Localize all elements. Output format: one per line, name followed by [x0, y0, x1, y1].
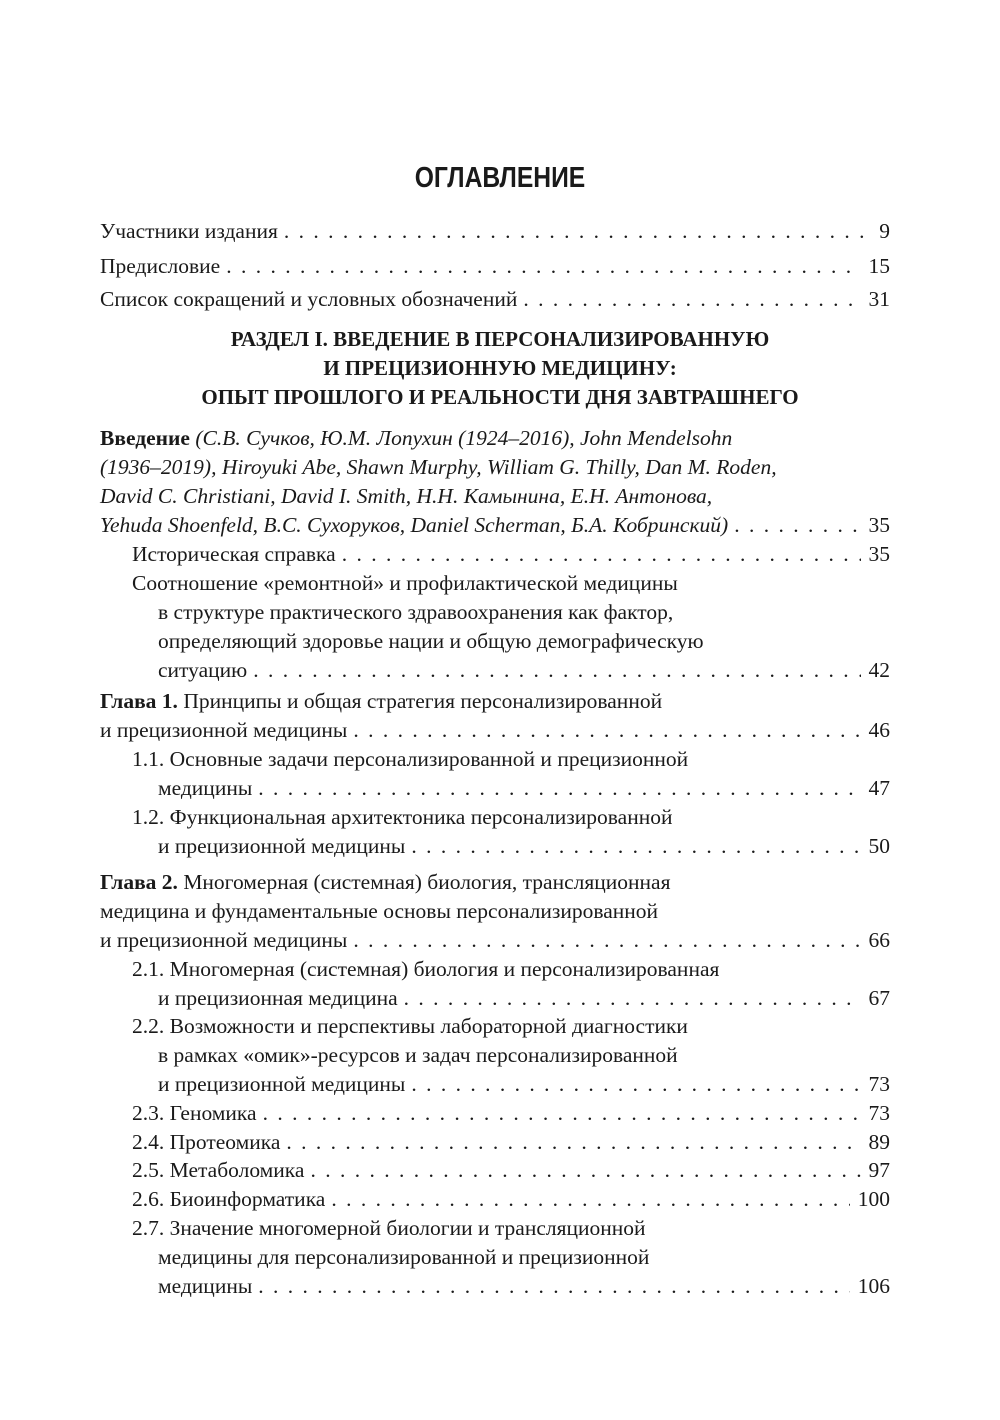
toc-entry-2-1-last	[158, 984, 890, 1013]
entry-text: и прецизионной медицины	[158, 834, 406, 858]
toc-entry-chapter-1[interactable]	[100, 687, 890, 716]
entry-text: 1.2. Функциональная архитектоника персонализированной	[132, 805, 673, 829]
toc-entry-introduction-cont	[100, 482, 890, 511]
toc-entry-preface[interactable]	[100, 252, 890, 281]
entry-authors: (С.В. Сучков, Ю.М. Лопухин (1924–2016), John Mendelsohn	[195, 426, 733, 450]
page-number: 97	[868, 1158, 890, 1182]
entry-lead: Глава 2.	[100, 870, 178, 894]
entry-text: Список сокращений и условных обозначений	[100, 287, 518, 311]
toc-entry-abbreviations[interactable]	[100, 285, 890, 314]
entry-text: медицины	[158, 776, 253, 800]
leader-dots	[253, 656, 860, 685]
leader-dots	[263, 1099, 861, 1128]
page-number: 50	[868, 834, 890, 858]
toc-entry-introduction-last	[100, 511, 890, 540]
entry-authors: (1936–2019), Hiroyuki Abe, Shawn Murphy, William G. Thilly, Dan M. Roden,	[100, 455, 777, 479]
toc-entry-2-3[interactable]	[132, 1099, 890, 1128]
entry-text: и прецизионной медицины	[100, 718, 348, 742]
page-number: 89	[868, 1130, 890, 1154]
toc-entry-correlation-cont	[158, 627, 890, 656]
page-number: 106	[857, 1274, 890, 1298]
leader-dots	[404, 984, 861, 1013]
toc-entry-chapter-2[interactable]	[100, 868, 890, 897]
toc-entry-2-6[interactable]	[132, 1185, 890, 1214]
section-heading-line: РАЗДЕЛ I. ВВЕДЕНИЕ В ПЕРСОНАЛИЗИРОВАННУЮ	[230, 327, 770, 351]
toc-entry-contributors[interactable]	[100, 217, 890, 246]
page-number: 35	[868, 513, 890, 537]
leader-dots	[331, 1185, 849, 1214]
toc-entry-chapter-2-cont	[100, 897, 890, 926]
page-title: ОГЛАВЛЕНИЕ	[414, 162, 586, 194]
entry-text: 2.4. Протеомика	[132, 1130, 281, 1154]
entry-text: Предисловие	[100, 254, 221, 278]
entry-text: медицины для персонализированной и прецизионной	[158, 1245, 650, 1269]
entry-lead: Глава 1.	[100, 689, 178, 713]
entry-text: медицина и фундаментальные основы персонализированной	[100, 899, 659, 923]
toc-entry-2-7-last	[158, 1272, 890, 1301]
page-number: 15	[868, 254, 890, 278]
leader-dots	[226, 252, 860, 281]
page-number: 66	[868, 928, 890, 952]
entry-authors: Yehuda Shoenfeld, В.С. Сухоруков, Daniel Scherman, Б.А. Кобринский)	[100, 513, 729, 537]
entry-text: 1.1. Основные задачи персонализированной и прецизионной	[132, 747, 689, 771]
leader-dots	[286, 1128, 860, 1157]
entry-authors: David C. Christiani, David I. Smith, Н.Н. Камынина, Е.Н. Антонова,	[100, 484, 713, 508]
entry-text: 2.2. Возможности и перспективы лабораторной диагностики	[132, 1014, 688, 1038]
entry-text: 2.3. Геномика	[132, 1101, 257, 1125]
entry-lead: Введение	[100, 426, 190, 450]
page-number: 73	[868, 1072, 890, 1096]
leader-dots	[258, 774, 860, 803]
leader-dots	[342, 540, 861, 569]
toc-entry-2-2-cont	[158, 1041, 890, 1070]
leader-dots	[258, 1272, 849, 1301]
leader-dots	[411, 1070, 860, 1099]
toc-entry-correlation-last	[158, 656, 890, 685]
leader-dots	[284, 217, 871, 246]
entry-text: в структуре практического здравоохранения как фактор,	[158, 600, 674, 624]
entry-text: Соотношение «ремонтной» и профилактической медицины	[132, 571, 678, 595]
page-number: 46	[868, 718, 890, 742]
toc-entry-2-4[interactable]	[132, 1128, 890, 1157]
toc-entry-1-1-last	[158, 774, 890, 803]
toc-entry-2-2-last	[158, 1070, 890, 1099]
toc-entry-historical[interactable]	[132, 540, 890, 569]
entry-text: Многомерная (системная) биология, трансляционная	[183, 870, 671, 894]
page-number: 42	[868, 658, 890, 682]
entry-text: медицины	[158, 1274, 253, 1298]
toc-entry-2-2[interactable]	[132, 1012, 890, 1041]
page-number: 100	[857, 1187, 890, 1211]
entry-text: 2.1. Многомерная (системная) биология и персонализированная	[132, 957, 720, 981]
toc-entry-2-7-cont	[158, 1243, 890, 1272]
page-number: 73	[868, 1101, 890, 1125]
entry-text: 2.6. Биоинформатика	[132, 1187, 326, 1211]
toc-entry-chapter-2-last	[100, 926, 890, 955]
page-number: 31	[868, 287, 890, 311]
leader-dots	[734, 511, 860, 540]
entry-text: Принципы и общая стратегия персонализированной	[183, 689, 663, 713]
entry-text: Участники издания	[100, 219, 278, 243]
entry-text: определяющий здоровье нации и общую демографическую	[158, 629, 704, 653]
toc-entry-introduction-cont	[100, 453, 890, 482]
entry-text: в рамках «омик»-ресурсов и задач персонализированной	[158, 1043, 678, 1067]
page-number: 35	[868, 542, 890, 566]
toc-entry-correlation-cont	[158, 598, 890, 627]
leader-dots	[310, 1156, 860, 1185]
entry-text: и прецизионной медицины	[100, 928, 348, 952]
section-heading-line: И ПРЕЦИЗИОННУЮ МЕДИЦИНУ:	[323, 356, 677, 380]
entry-text: 2.7. Значение многомерной биологии и трансляционной	[132, 1216, 646, 1240]
page-number: 47	[868, 776, 890, 800]
entry-text: Историческая справка	[132, 542, 336, 566]
toc-entry-2-1[interactable]	[132, 955, 890, 984]
leader-dots	[411, 832, 860, 861]
toc-entry-2-7[interactable]	[132, 1214, 890, 1243]
page-number: 67	[868, 986, 890, 1010]
section-heading-line: ОПЫТ ПРОШЛОГО И РЕАЛЬНОСТИ ДНЯ ЗАВТРАШНЕГО	[201, 385, 799, 409]
toc-entry-1-2-last	[158, 832, 890, 861]
leader-dots	[353, 716, 860, 745]
toc-entry-1-1[interactable]	[132, 745, 890, 774]
entry-text: и прецизионной медицины	[158, 1072, 406, 1096]
entry-text: ситуацию	[158, 658, 248, 682]
entry-text: и прецизионная медицина	[158, 986, 398, 1010]
toc-entry-introduction[interactable]	[100, 424, 890, 453]
page-number: 9	[879, 219, 890, 243]
leader-dots	[353, 926, 860, 955]
toc-entry-correlation[interactable]	[132, 569, 890, 598]
toc-entry-1-2[interactable]	[132, 803, 890, 832]
leader-dots	[523, 285, 860, 314]
toc-entry-chapter-1-last	[100, 716, 890, 745]
toc-entry-2-5[interactable]	[132, 1156, 890, 1185]
entry-text: 2.5. Метаболомика	[132, 1158, 305, 1182]
